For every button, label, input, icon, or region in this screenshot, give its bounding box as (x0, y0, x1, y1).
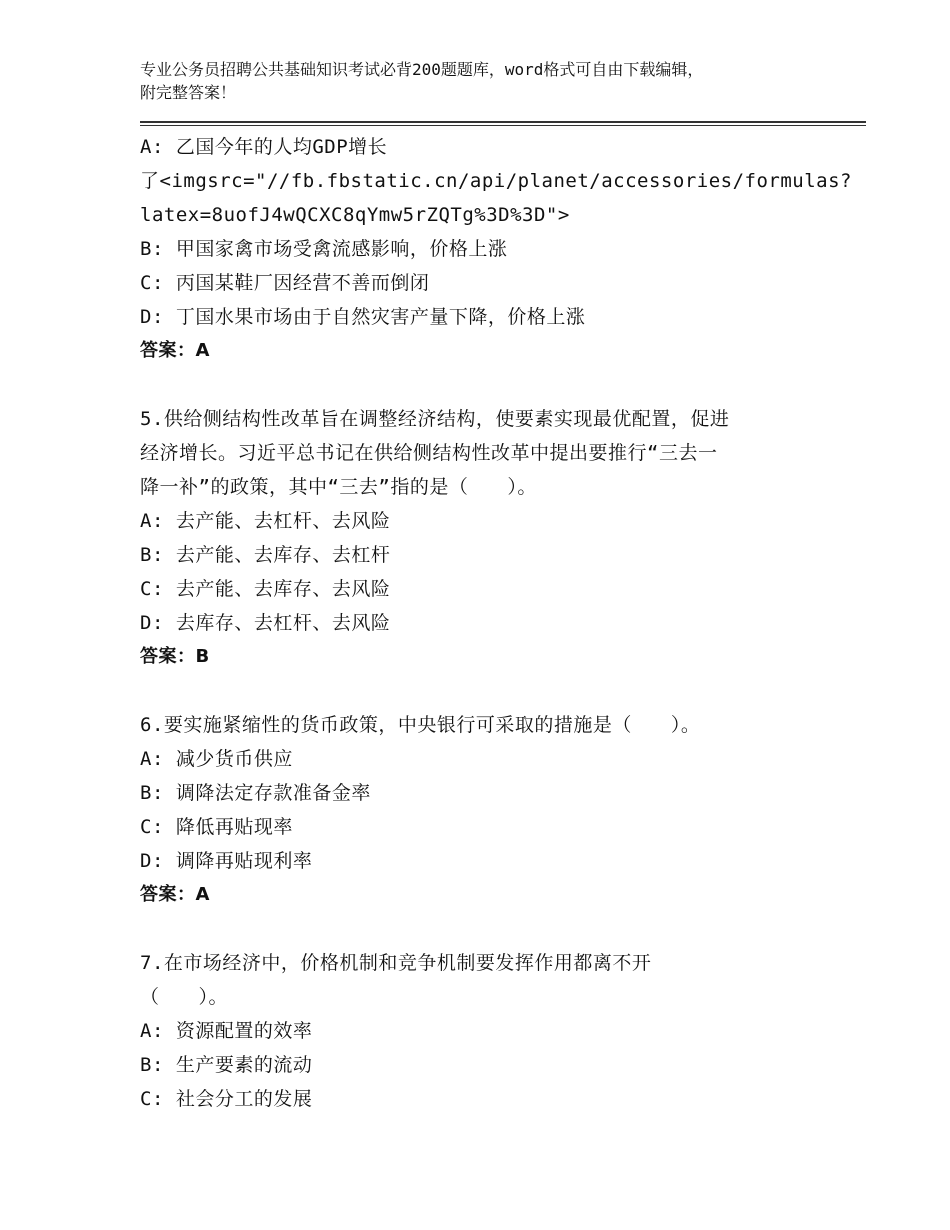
q7-stem-line-1: 7.在市场经济中，价格机制和竞争机制要发挥作用都离不开 (140, 952, 652, 974)
q4-option-b: B: 甲国家禽市场受禽流感影响，价格上涨 (140, 238, 508, 260)
header-line-1: 专业公务员招聘公共基础知识考试必背200题题库，word格式可自由下载编辑， (140, 60, 704, 79)
q5-stem-line-3: 降一补”的政策，其中“三去”指的是（ ）。 (140, 476, 537, 498)
q4-option-a-line-2: 了<imgsrc="//fb.fbstatic.cn/api/planet/accessories/formulas? (140, 170, 852, 192)
q5-option-c: C: 去产能、去库存、去风险 (140, 578, 391, 600)
q6-stem-line-1: 6.要实施紧缩性的货币政策，中央银行可采取的措施是（ ）。 (140, 714, 701, 736)
q5-option-d: D: 去库存、去杠杆、去风险 (140, 612, 391, 634)
q7-stem-line-2: （ ）。 (140, 986, 229, 1008)
q5-option-b: B: 去产能、去库存、去杠杆 (140, 544, 391, 566)
q7-option-b: B: 生产要素的流动 (140, 1054, 313, 1076)
q4-answer: 答案：A (140, 340, 210, 361)
q6-option-b: B: 调降法定存款准备金率 (140, 782, 371, 804)
q6-answer: 答案：A (140, 884, 210, 905)
q6-option-a: A: 减少货币供应 (140, 748, 293, 770)
header-rule-thick (140, 121, 866, 123)
question-5 (140, 402, 840, 674)
question-6 (140, 708, 840, 912)
q5-stem-line-1: 5.供给侧结构性改革旨在调整经济结构，使要素实现最优配置，促进 (140, 408, 730, 430)
q4-option-a-line-3: latex=8uofJ4wQCXC8qYmw5rZQTg%3D%3D"> (140, 204, 570, 226)
spacer (140, 368, 840, 402)
question-4 (140, 130, 852, 368)
q6-option-d: D: 调降再贴现利率 (140, 850, 313, 872)
q6-option-c: C: 降低再贴现率 (140, 816, 293, 838)
header-line-2: 附完整答案！ (140, 83, 237, 102)
page-header (140, 58, 840, 104)
question-7 (140, 946, 840, 1116)
q7-option-a: A: 资源配置的效率 (140, 1020, 313, 1042)
spacer (140, 674, 840, 708)
q5-stem-line-2: 经济增长。习近平总书记在供给侧结构性改革中提出要推行“三去一 (140, 442, 718, 464)
q5-answer: 答案：B (140, 646, 210, 667)
q4-option-a-line-1: A: 乙国今年的人均GDP增长 (140, 136, 388, 158)
spacer (140, 912, 840, 946)
q5-option-a: A: 去产能、去杠杆、去风险 (140, 510, 391, 532)
q4-option-c: C: 丙国某鞋厂因经营不善而倒闭 (140, 272, 430, 294)
q7-option-c: C: 社会分工的发展 (140, 1088, 313, 1110)
q4-option-d: D: 丁国水果市场由于自然灾害产量下降，价格上涨 (140, 306, 586, 328)
question-content (140, 130, 852, 1116)
header-rule-thin (140, 125, 866, 126)
